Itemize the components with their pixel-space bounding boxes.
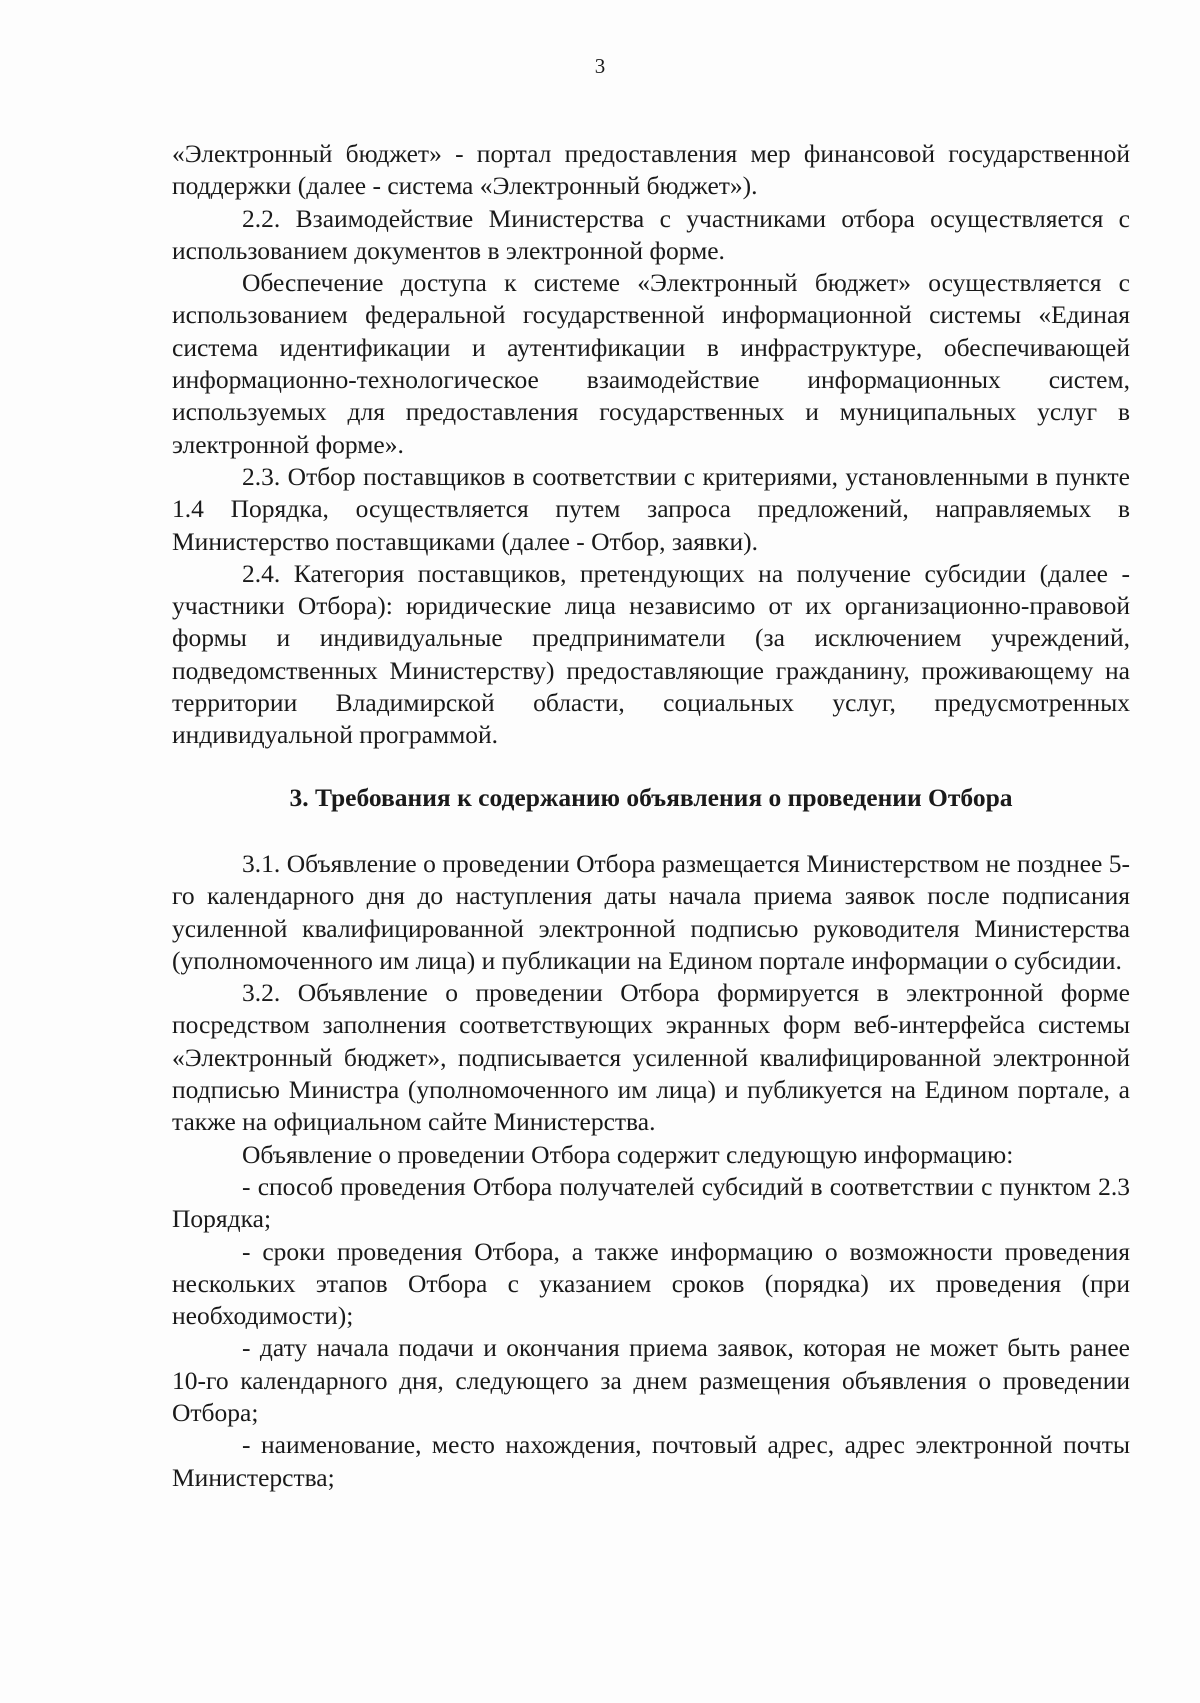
section-heading: 3. Требования к содержанию объявления о проведении Отбора [289,782,1013,812]
paragraph-3-2: 3.2. Объявление о проведении Отбора формируется в электронной форме посредством заполнения соответствующих экранных форм веб-интерфейса системы «Электронный бюджет», подписывается усиленной квалифицированной электронной подписью Министра (уполномоченного им лица) и публикуется на Едином портале, а также на официальном сайте Министерства. [172,978,1130,1137]
list-item-application-dates: - дату начала подачи и окончания приема заявок, которая не может быть ранее 10-го календарного дня, следующего за днем размещения объявления о проведении Отбора; [172,1333,1130,1427]
paragraph-2-3: 2.3. Отбор поставщиков в соответствии с критериями, установленными в пункте 1.4 Порядка, осуществляется путем запроса предложений, направляемых в Министерство поставщиками (далее - Отбор, заявки). [172,461,1130,556]
list-item-ministry-contacts: - наименование, место нахождения, почтовый адрес, адрес электронной почты Министерства; [172,1430,1130,1492]
paragraph-electronic-budget-definition: «Электронный бюджет» - портал предоставления мер финансовой государственной поддержки (далее - система «Электронный бюджет»). [172,139,1130,201]
page-number: 3 [594,54,606,78]
paragraph-2-2: 2.2. Взаимодействие Министерства с участниками отбора осуществляется с использованием документов в электронной форме. [172,203,1130,265]
document-body [172,138,1130,1494]
paragraph-access-provision: Обеспечение доступа к системе «Электронный бюджет» осуществляется с использованием федеральной государственной информационной системы «Единая система идентификации и аутентификации в инфраструктуре, обеспечивающей информационно-технологическое взаимодействие информационных систем, используемых для предоставления государственных и муниципальных услуг в электронной форме». [172,268,1130,459]
list-item-selection-method: - способ проведения Отбора получателей субсидий в соответствии с пунктом 2.3 Порядка; [172,1171,1130,1234]
paragraph-3-1: 3.1. Объявление о проведении Отбора размещается Министерством не позднее 5-го календарного дня до наступления даты начала приема заявок после подписания усиленной квалифицированной электронной подписью руководителя Министерства (уполномоченного им лица) и публикации на Едином портале информации о субсидии. [172,848,1130,975]
list-item-selection-terms: - сроки проведения Отбора, а также информацию о возможности проведения нескольких этапов Отбора с указанием сроков (порядка) их проведения (при необходимости); [172,1236,1130,1331]
paragraph-announcement-contents: Объявление о проведении Отбора содержит следующую информацию: [242,1139,1014,1169]
paragraph-2-4: 2.4. Категория поставщиков, претендующих на получение субсидии (далее - участники Отбора): юридические лица независимо от их организационно-правовой формы и индивидуальные предприниматели (за исключением учреждений, подведомственных Министерству) предоставляющие гражданину, проживающему на территории Владимирской области, социальных услуг, предусмотренных индивидуальной программой. [172,558,1130,750]
